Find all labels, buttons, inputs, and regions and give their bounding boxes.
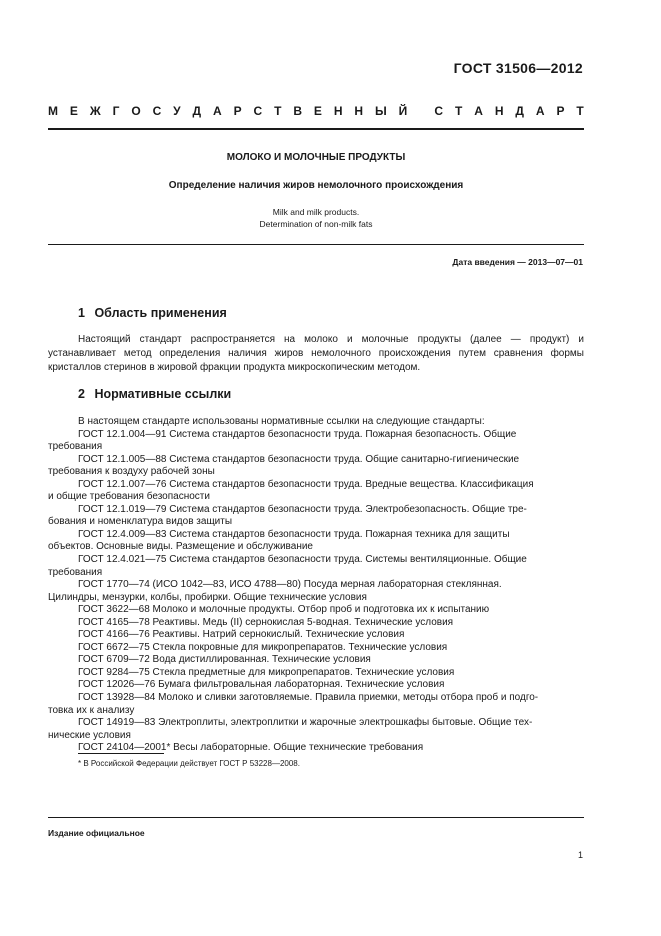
normative-references: [48, 416, 584, 755]
interstate-letter: Т: [576, 104, 584, 118]
page-number: 1: [577, 850, 583, 860]
ref-line: ГОСТ 12.1.019—79 Система стандартов безопасности труда. Электробезопасность. Общие тре-: [78, 503, 527, 515]
interstate-letter: М: [48, 104, 58, 118]
title-sub: Определение наличия жиров немолочного происхождения: [168, 180, 464, 191]
ref-line: ГОСТ 12.1.004—91 Система стандартов безопасности труда. Пожарная безопасность. Общие: [78, 428, 517, 440]
interstate-letter: Е: [69, 104, 78, 118]
ref-line: ГОСТ 9284—75 Стекла предметные для микропрепаратов. Технические условия: [78, 666, 455, 678]
ref-line: ГОСТ 13928—84 Молоко и сливки заготовляемые. Правила приемки, методы отбора проб и подго-: [78, 692, 539, 704]
header-rule: [48, 128, 584, 130]
footnote: * В Российской Федерации действует ГОСТ Р 53228—2008.: [78, 759, 300, 768]
ref-line: бования и номенклатура видов защиты: [48, 516, 233, 528]
interstate-letter: С: [152, 104, 162, 118]
interstate-letter: Н: [354, 104, 364, 118]
ref-line: ГОСТ 4165—78 Реактивы. Медь (II) сернокислая 5-водная. Технические условия: [78, 616, 454, 628]
section1-text: Настоящий стандарт распространяется на молоко и молочные продукты (далее — продукт) и устанавливает метод определения наличия жиров немолочного происхождения путем сравнения формы кристаллов стеринов в жировой фракции продукта микроскопическим методом.: [48, 334, 584, 373]
edition-label: Издание официальное: [48, 828, 145, 838]
title-en-line2: Determination of non-milk fats: [259, 219, 373, 229]
title-main: МОЛОКО И МОЛОЧНЫЕ ПРОДУКТЫ: [226, 152, 406, 163]
interstate-letter: А: [212, 104, 222, 118]
ref-line: требования: [48, 566, 103, 578]
ref-line: объектов. Основные виды. Размещение и обслуживание: [48, 541, 313, 553]
ref-line: ГОСТ 12.4.009—83 Система стандартов безопасности труда. Пожарная техника для защиты: [78, 528, 510, 540]
ref-line: ГОСТ 1770—74 (ИСО 1042—83, ИСО 4788—80) Посуда мерная лабораторная стеклянная.: [78, 579, 502, 591]
ref-line: ГОСТ 6709—72 Вода дистиллированная. Технические условия: [78, 654, 371, 666]
ref-line: Цилиндры, мензурки, колбы, пробирки. Общие технические условия: [48, 591, 367, 603]
interstate-letter: Р: [233, 104, 242, 118]
section1-title: Область применения: [94, 306, 227, 320]
interstate-letter: Й: [398, 104, 408, 118]
ref-line: и общие требования безопасности: [48, 491, 210, 503]
ref-line: ГОСТ 12.1.005—88 Система стандартов безопасности труда. Общие санитарно-гигиенические: [78, 453, 520, 465]
interstate-letter: [419, 104, 422, 118]
interstate-letter: Ы: [374, 104, 387, 118]
section2-number: 2: [78, 387, 85, 401]
interstate-letter: У: [173, 104, 181, 118]
title-en-line1: Milk and milk products.: [272, 207, 360, 217]
interstate-letter: Ж: [89, 104, 101, 118]
interstate-letter: Т: [454, 104, 463, 118]
ref-line: ГОСТ 3622—68 Молоко и молочные продукты. Отбор проб и подготовка их к испытанию: [78, 604, 490, 616]
intro-date: Дата введения — 2013—07—01: [452, 257, 583, 267]
title-english: [48, 206, 584, 230]
interstate-letter: С: [434, 104, 444, 118]
interstate-letter: Е: [313, 104, 322, 118]
ref-line: требования к воздуху рабочей зоны: [48, 466, 215, 478]
interstate-letter: А: [535, 104, 545, 118]
footer-rule: [48, 817, 584, 818]
section2-heading: [78, 387, 231, 401]
ref-line: товка их к анализу: [48, 704, 135, 716]
interstate-letter: В: [293, 104, 302, 118]
ref-line: ГОСТ 24104—2001* Весы лабораторные. Общие технические требования: [78, 742, 424, 754]
interstate-letter: Г: [112, 104, 120, 118]
interstate-letter: Р: [556, 104, 565, 118]
section1-number: 1: [78, 306, 85, 320]
interstate-letter: О: [131, 104, 141, 118]
ref-line: требования: [48, 441, 103, 453]
ref-line: нические условия: [48, 729, 131, 741]
ref-line: ГОСТ 4166—76 Реактивы. Натрий сернокислый. Технические условия: [78, 629, 405, 641]
section2-title: Нормативные ссылки: [94, 387, 232, 401]
interstate-letter: Н: [494, 104, 504, 118]
footnote-rule: [78, 753, 164, 754]
doc-number: ГОСТ 31506—2012: [453, 60, 583, 76]
interstate-letter: А: [474, 104, 483, 118]
interstate-letter: Н: [333, 104, 343, 118]
ref-line: ГОСТ 14919—83 Электроплиты, электроплитки и жарочные электрошкафы бытовые. Общие тех-: [78, 717, 533, 729]
ref-line: ГОСТ 12.4.021—75 Система стандартов безопасности труда. Системы вентиляционные. Общие: [78, 554, 527, 566]
interstate-letter: Т: [274, 104, 282, 118]
interstate-standard-heading: [48, 104, 584, 118]
interstate-letter: Д: [192, 104, 202, 118]
interstate-letter: Д: [515, 104, 524, 118]
ref-line: ГОСТ 12.1.007—76 Система стандартов безопасности труда. Вредные вещества. Классификация: [78, 478, 534, 490]
ref-line: В настоящем стандарте использованы нормативные ссылки на следующие стандарты:: [78, 416, 485, 427]
ref-line: ГОСТ 12026—76 Бумага фильтровальная лабораторная. Технические условия: [78, 679, 445, 691]
section1-heading: [78, 306, 227, 320]
interstate-letter: С: [253, 104, 263, 118]
ref-line: ГОСТ 6672—75 Стекла покровные для микропрепаратов. Технические условия: [78, 641, 448, 653]
title-rule: [48, 244, 584, 245]
